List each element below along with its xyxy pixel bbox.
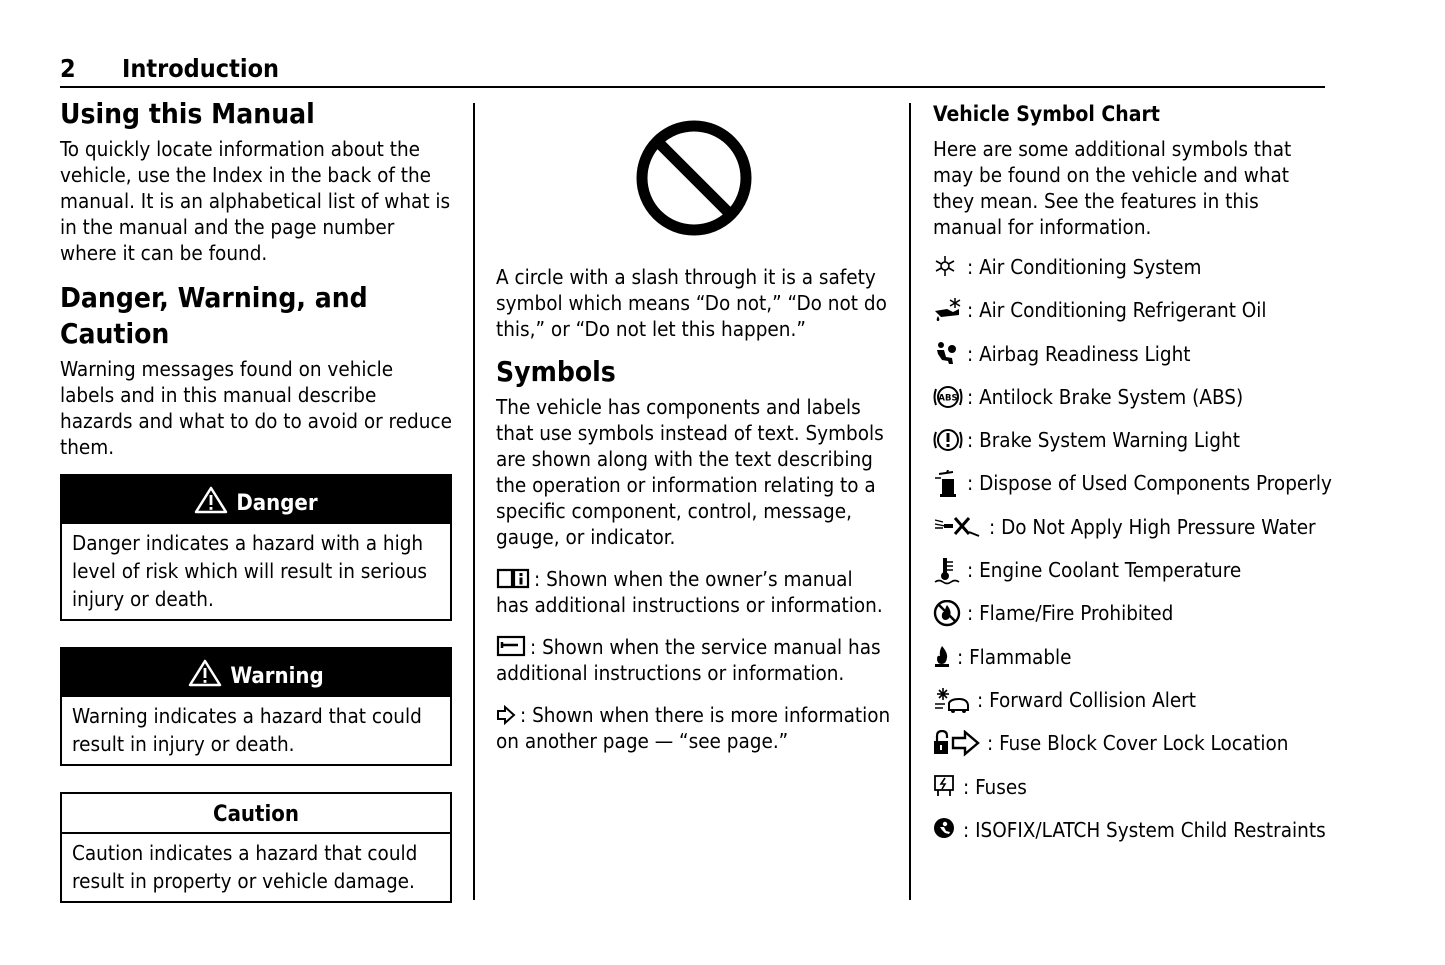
danger-header: [62, 476, 450, 524]
circle-slash-text: A circle with a slash through it is a safety symbol which means “Do not,” “Do not do this,” or “Do not let this happen.”: [496, 265, 887, 341]
symbol-row: [933, 254, 1325, 297]
symbol-row: [933, 514, 1325, 557]
airbag-icon: [933, 341, 963, 369]
air-conditioning-icon: [933, 254, 963, 282]
symbol-row: [933, 470, 1332, 513]
column-middle: [496, 96, 891, 754]
arrow-right-icon: [496, 705, 516, 725]
symbol-label: : Brake System Warning Light: [967, 428, 1240, 453]
symbol-label: : Forward Collision Alert: [977, 687, 1196, 712]
symbol-label: : Flammable: [957, 644, 1072, 669]
symbol-row: [933, 730, 1325, 773]
symbol-label: : Air Conditioning Refrigerant Oil: [967, 298, 1267, 323]
symbol-row: [933, 600, 1325, 643]
owner-manual-icon: [496, 567, 530, 589]
abs-icon: [933, 384, 963, 412]
collision-alert-icon: [933, 687, 973, 715]
column-right: [933, 96, 1332, 860]
header-rule: [60, 86, 1325, 88]
symbol-row: [933, 644, 1325, 687]
symbol-row: [933, 774, 1325, 817]
brake-warning-icon: [933, 427, 963, 455]
service-manual-text: : Shown when the service manual has additional instructions or information.: [496, 635, 881, 685]
warning-header: [62, 649, 450, 697]
symbol-list: [933, 254, 1332, 860]
vehicle-symbol-chart-heading: Vehicle Symbol Chart: [933, 102, 1160, 126]
symbol-label: : Engine Coolant Temperature: [967, 558, 1242, 583]
page-number: 2: [60, 54, 76, 83]
warning-box: [60, 647, 452, 766]
symbols-text: The vehicle has components and labels that use symbols instead of text. Symbols are shown along with the text describing the operation or information relating to a specific component, control, message, gauge, or indicator.: [496, 395, 884, 549]
using-manual-heading: Using this Manual: [60, 97, 315, 130]
symbol-label: : Fuse Block Cover Lock Location: [987, 731, 1289, 756]
refrigerant-oil-icon: [933, 297, 963, 325]
danger-text: Danger indicates a hazard with a high level of risk which will result in serious injury or death.: [72, 531, 427, 611]
danger-box: [60, 474, 452, 621]
symbol-label: : Do Not Apply High Pressure Water: [989, 514, 1316, 539]
symbol-label: : Air Conditioning System: [967, 255, 1202, 279]
coolant-temp-icon: [933, 557, 963, 585]
see-page-note: [496, 702, 891, 754]
using-manual-text: To quickly locate information about the vehicle, use the Index in the back of the manual. It is an alphabetical list of what is in the manual and the page number where it can be found.: [60, 137, 451, 265]
caution-text: Caution indicates a hazard that could result in property or vehicle damage.: [72, 841, 418, 893]
isofix-icon: [933, 817, 959, 845]
caution-box: [60, 792, 452, 903]
symbol-row: [933, 297, 1325, 340]
symbol-row: [933, 817, 1325, 860]
see-page-text: : Shown when there is more information on another page — “see page.”: [496, 703, 891, 753]
no-pressure-water-icon: [933, 514, 985, 542]
symbol-row: [933, 557, 1325, 600]
owner-manual-text: : Shown when the owner’s manual has additional instructions or information.: [496, 567, 883, 617]
dwc-heading: Danger, Warning, and Caution: [60, 281, 368, 350]
symbol-row: [933, 341, 1325, 384]
symbol-label: : Antilock Brake System (ABS): [967, 384, 1244, 409]
warning-triangle-icon: [194, 486, 228, 514]
caution-header: Caution: [62, 794, 450, 834]
section-title: Introduction: [122, 54, 280, 83]
fuses-icon: [933, 774, 959, 802]
dwc-text: Warning messages found on vehicle labels and in this manual describe hazards and what to do to avoid or reduce them.: [60, 357, 452, 459]
column-left: [60, 96, 452, 903]
column-divider-2: [909, 103, 911, 900]
service-manual-note: [496, 634, 891, 686]
symbol-label: : Fuses: [963, 774, 1027, 799]
chart-intro-text: Here are some additional symbols that may be found on the vehicle and what they mean. See the features in this manual for information.: [933, 137, 1292, 239]
no-flame-icon: [933, 600, 963, 628]
flammable-icon: [933, 644, 953, 672]
column-divider-1: [473, 103, 475, 900]
do-not-icon: [634, 118, 754, 238]
symbol-label: : Dispose of Used Components Properly: [967, 471, 1332, 496]
fuse-lock-icon: [933, 730, 983, 758]
owner-manual-note: [496, 566, 891, 618]
service-manual-icon: [496, 635, 526, 657]
svg-text:ABS: ABS: [938, 393, 958, 404]
warning-text: Warning indicates a hazard that could result in injury or death.: [72, 704, 422, 756]
warning-triangle-icon: [188, 659, 222, 687]
symbol-label: : Airbag Readiness Light: [967, 341, 1191, 366]
do-not-symbol: [496, 96, 891, 264]
symbols-heading: Symbols: [496, 355, 616, 388]
symbol-label: : ISOFIX/LATCH System Child Restraints: [963, 817, 1326, 842]
symbol-row: [933, 687, 1325, 730]
symbol-row: [933, 384, 1325, 427]
warning-label: Warning: [230, 664, 324, 689]
symbol-row: [933, 427, 1325, 470]
dispose-icon: [933, 470, 963, 498]
symbol-label: : Flame/Fire Prohibited: [967, 601, 1174, 626]
danger-label: Danger: [236, 491, 318, 516]
